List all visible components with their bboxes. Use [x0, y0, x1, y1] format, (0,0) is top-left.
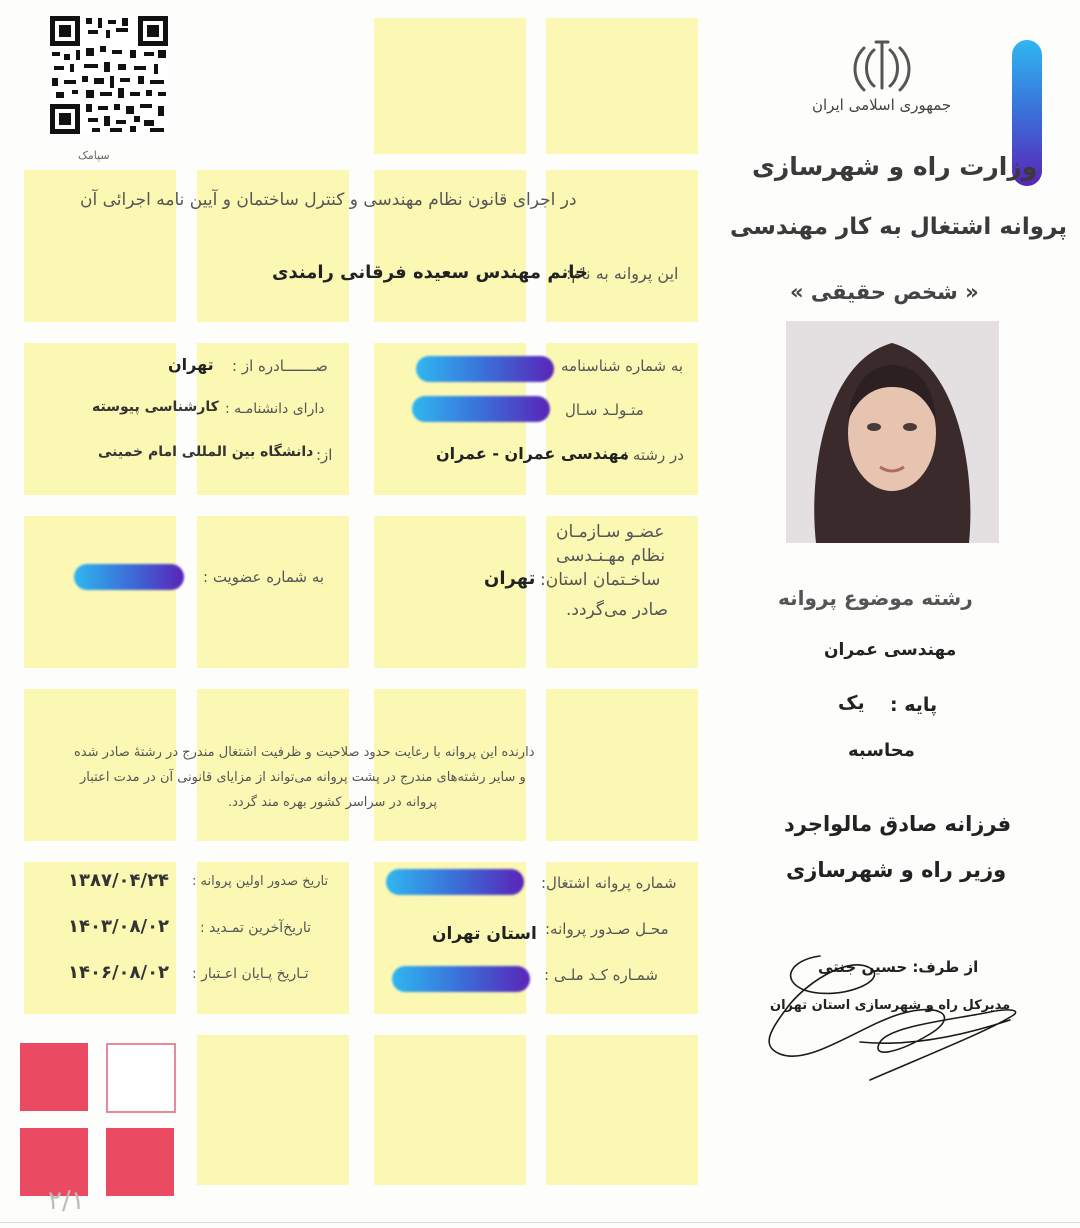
person-type: « شخص حقیقی »: [790, 280, 979, 304]
license-title: پروانه اشتغال به کار مهندسی: [730, 214, 1068, 240]
page-number: ۲/۱: [48, 1186, 85, 1216]
notice-line2: و سایر رشته‌های مندرج در پشت پروانه می‌تواند از مزایای قانونی آن در مدت اعتبار: [80, 770, 526, 785]
subject-value: مهندسی عمران: [824, 640, 957, 660]
license-place-label: محـل صـدور پروانه:: [545, 920, 669, 938]
bg-tile: [546, 1035, 698, 1185]
birth-label: متـولـد سـال: [565, 401, 644, 419]
member-number-redacted: [74, 564, 184, 590]
bg-tile: [24, 689, 176, 841]
bg-tile: [374, 18, 526, 154]
iran-emblem-icon: [850, 38, 914, 96]
membership-province: تهران: [484, 568, 536, 589]
intro-text: در اجرای قانون نظام مهندسی و کنترل ساختمان و آیین نامه اجرائی آن: [80, 190, 577, 210]
qr-code: [50, 16, 168, 134]
degree-value: کارشناسی پیوسته: [92, 399, 219, 415]
expiry-label: تـاریخ پـایان اعـتبار :: [192, 966, 309, 982]
issued-label: صـــــــادره از :: [232, 357, 328, 375]
name-label: این پروانه به نام:: [566, 264, 679, 283]
degree-label: دارای دانشنامـه :: [225, 401, 325, 417]
birth-year-redacted: [412, 396, 550, 422]
grade-value: یک: [838, 692, 865, 714]
republic-label: جمهوری اسلامی ایران: [812, 96, 952, 114]
from-value: دانشگاه بین المللی امام خمینی: [98, 444, 314, 460]
minister-name: فرزانه صادق مالواجرد: [784, 812, 1012, 836]
bg-tile: [197, 516, 349, 668]
membership-line2: نظام مهـنـدسی: [556, 546, 666, 566]
grade-label: پایه :: [890, 694, 938, 716]
bg-tile: [24, 516, 176, 668]
holder-photo: [786, 321, 999, 543]
id-label: به شماره شناسنامه: [561, 357, 684, 375]
license-place-value: استان تهران: [432, 924, 537, 944]
national-id-redacted: [392, 966, 530, 992]
director-title: مدیرکل راه و شهرسازی استان تهران: [770, 998, 1011, 1013]
field-label: در رشته :: [623, 446, 684, 464]
bg-tile: [374, 516, 526, 668]
name-value: خانم مهندس سعیده فرقانی رامندی: [272, 262, 588, 283]
national-id-label: شمـاره کـد ملـی :: [544, 966, 658, 984]
notice-line3: پروانه در سراسر کشور بهره مند گردد.: [228, 795, 438, 810]
red-square: [106, 1128, 174, 1196]
bg-tile: [546, 689, 698, 841]
white-square: [106, 1043, 176, 1113]
member-number-label: به شماره عضویت :: [203, 568, 325, 586]
minister-title: وزیر راه و شهرسازی: [786, 858, 1007, 882]
on-behalf: از طرف: حسین جنتی: [818, 958, 979, 976]
expiry-value: ۱۴۰۶/۰۸/۰۲: [68, 962, 170, 983]
ministry-title: وزارت راه و شهرسازی: [752, 152, 1038, 181]
first-issue-value: ۱۳۸۷/۰۴/۲۴: [68, 870, 170, 891]
field-value: مهندسی عمران - عمران: [436, 444, 630, 463]
membership-line1: عضـو سـازمـان: [556, 522, 665, 542]
signature-icon: [750, 950, 1040, 1090]
membership-issued: صادر می‌گردد.: [566, 600, 669, 620]
from-label: از:: [316, 446, 333, 464]
bg-tile: [374, 689, 526, 841]
bg-tile: [374, 1035, 526, 1185]
subject-title: رشته موضوع پروانه: [778, 586, 973, 610]
qr-caption: سپامک: [78, 149, 110, 162]
scope-value: محاسبه: [848, 740, 915, 761]
first-issue-label: تاریخ صدور اولین پروانه :: [192, 874, 329, 889]
bg-tile: [24, 343, 176, 495]
last-renewal-label: تاریخ‌آخرین تمـدید :: [200, 920, 311, 936]
license-number-label: شماره پروانه اشتغال:: [541, 874, 677, 892]
membership-line3: ساخـتمان استان:: [540, 570, 661, 590]
license-number-redacted: [386, 869, 524, 895]
notice-line1: دارنده این پروانه با رعایت حدود صلاحیت و ظرفیت اشتغال مندرج در رشتهٔ صادر شده: [74, 745, 535, 760]
red-square: [20, 1043, 88, 1111]
bg-tile: [197, 689, 349, 841]
issued-value: تهران: [168, 355, 214, 374]
bg-tile: [546, 18, 698, 154]
bottom-divider: [0, 1222, 1080, 1223]
id-number-redacted: [416, 356, 554, 382]
bg-tile: [197, 1035, 349, 1185]
last-renewal-value: ۱۴۰۳/۰۸/۰۲: [68, 916, 170, 937]
